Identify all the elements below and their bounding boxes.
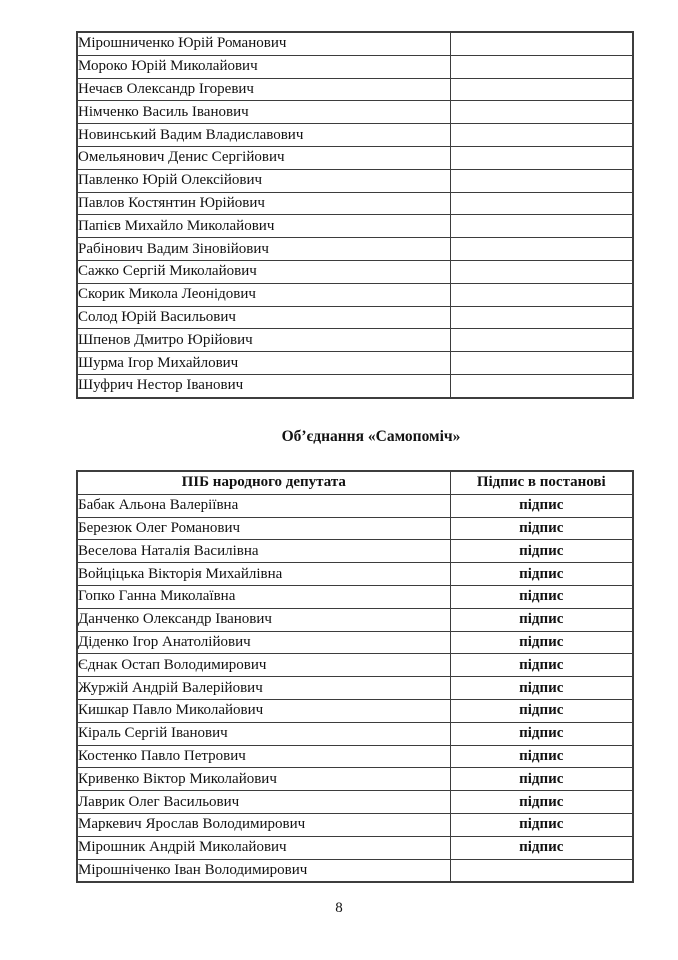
table-row — [77, 124, 633, 147]
table-row — [77, 722, 633, 745]
table-row — [77, 146, 633, 169]
deputy-name-cell: Костенко Павло Петрович — [77, 745, 450, 768]
deputy-name-cell: Данченко Олександр Іванович — [77, 608, 450, 631]
signature-cell — [450, 859, 633, 882]
page-number: 8 — [335, 900, 343, 916]
table-row — [77, 563, 633, 586]
table-row — [77, 215, 633, 238]
deputy-name-cell: Скорик Микола Леонідович — [77, 283, 450, 306]
deputy-name-cell: Діденко Ігор Анатолійович — [77, 631, 450, 654]
table-row — [77, 260, 633, 283]
deputy-name-cell: Березюк Олег Романович — [77, 517, 450, 540]
deputy-name-cell: Мірошніченко Іван Володимирович — [77, 859, 450, 882]
signature-cell — [450, 32, 633, 55]
deputies-table-continuation — [76, 31, 634, 399]
signature-cell — [450, 329, 633, 352]
deputy-name-cell: Павленко Юрій Олексійович — [77, 169, 450, 192]
deputy-name-cell: Шурма Ігор Михайлович — [77, 352, 450, 375]
deputy-name-cell: Мірошник Андрій Миколайович — [77, 836, 450, 859]
table-row — [77, 374, 633, 397]
table-row — [77, 699, 633, 722]
deputy-name-cell: Кишкар Павло Миколайович — [77, 699, 450, 722]
table-row — [77, 631, 633, 654]
table-row — [77, 352, 633, 375]
signature-cell — [450, 192, 633, 215]
deputy-name-cell: Єднак Остап Володимирович — [77, 654, 450, 677]
deputy-name-cell: Журжій Андрій Валерійович — [77, 677, 450, 700]
table-row — [77, 238, 633, 261]
deputies-table-body — [77, 32, 633, 398]
table-row — [77, 540, 633, 563]
deputy-name-cell: Маркевич Ярослав Володимирович — [77, 813, 450, 836]
signature-cell: підпис — [450, 608, 633, 631]
deputy-name-cell: Войціцька Вікторія Михайлівна — [77, 563, 450, 586]
signature-cell: підпис — [450, 791, 633, 814]
deputy-name-cell: Нечаєв Олександр Ігоревич — [77, 78, 450, 101]
table-header — [77, 471, 633, 494]
table-row — [77, 517, 633, 540]
signature-cell: підпис — [450, 768, 633, 791]
table-row — [77, 608, 633, 631]
signature-cell: підпис — [450, 677, 633, 700]
signature-cell: підпис — [450, 585, 633, 608]
deputy-name-cell: Сажко Сергій Миколайович — [77, 260, 450, 283]
table-row — [77, 677, 633, 700]
signature-cell — [450, 352, 633, 375]
samopomich-deputies-table — [76, 470, 634, 883]
signature-cell: підпис — [450, 517, 633, 540]
deputy-name-cell: Мірошниченко Юрій Романович — [77, 32, 450, 55]
samopomich-table-body — [77, 494, 633, 882]
signature-cell: підпис — [450, 540, 633, 563]
signature-cell — [450, 215, 633, 238]
signature-column-header: Підпис в постанові — [450, 471, 633, 494]
table-row — [77, 169, 633, 192]
deputy-name-cell: Солод Юрій Васильович — [77, 306, 450, 329]
signature-cell — [450, 55, 633, 78]
signature-cell — [450, 238, 633, 261]
signature-cell: підпис — [450, 494, 633, 517]
name-column-header: ПІБ народного депутата — [77, 471, 450, 494]
deputy-name-cell: Німченко Василь Іванович — [77, 101, 450, 124]
table-row — [77, 283, 633, 306]
table-row — [77, 32, 633, 55]
signature-cell — [450, 374, 633, 397]
signature-cell — [450, 124, 633, 147]
signature-cell — [450, 78, 633, 101]
table-row — [77, 768, 633, 791]
deputy-name-cell: Веселова Наталія Василівна — [77, 540, 450, 563]
signature-cell — [450, 306, 633, 329]
table-header-row — [77, 471, 633, 494]
deputy-name-cell: Павлов Костянтин Юрійович — [77, 192, 450, 215]
signature-cell: підпис — [450, 699, 633, 722]
table-row — [77, 78, 633, 101]
table-row — [77, 585, 633, 608]
signature-cell: підпис — [450, 631, 633, 654]
faction-heading: Об’єднання «Самопоміч» — [281, 428, 461, 445]
table-row — [77, 836, 633, 859]
signature-cell: підпис — [450, 745, 633, 768]
deputy-name-cell: Рабінович Вадим Зіновійович — [77, 238, 450, 261]
signature-cell: підпис — [450, 563, 633, 586]
table-row — [77, 306, 633, 329]
deputy-name-cell: Шуфрич Нестор Іванович — [77, 374, 450, 397]
deputy-name-cell: Бабак Альона Валеріївна — [77, 494, 450, 517]
table-row — [77, 745, 633, 768]
table-row — [77, 101, 633, 124]
signature-cell — [450, 101, 633, 124]
deputy-name-cell: Шпенов Дмитро Юрійович — [77, 329, 450, 352]
deputy-name-cell: Кіраль Сергій Іванович — [77, 722, 450, 745]
deputy-name-cell: Лаврик Олег Васильович — [77, 791, 450, 814]
deputy-name-cell: Омельянович Денис Сергійович — [77, 146, 450, 169]
signature-cell — [450, 283, 633, 306]
table-row — [77, 55, 633, 78]
table-row — [77, 654, 633, 677]
table-row — [77, 329, 633, 352]
signature-cell — [450, 260, 633, 283]
signature-cell: підпис — [450, 722, 633, 745]
table-row — [77, 813, 633, 836]
signature-cell: підпис — [450, 813, 633, 836]
deputy-name-cell: Кривенко Віктор Миколайович — [77, 768, 450, 791]
signature-cell — [450, 169, 633, 192]
table-row — [77, 192, 633, 215]
deputy-name-cell: Гопко Ганна Миколаївна — [77, 585, 450, 608]
deputy-name-cell: Мороко Юрій Миколайович — [77, 55, 450, 78]
table-row — [77, 859, 633, 882]
deputy-name-cell: Новинський Вадим Владиславович — [77, 124, 450, 147]
signature-cell — [450, 146, 633, 169]
table-row — [77, 494, 633, 517]
signature-cell: підпис — [450, 836, 633, 859]
signature-cell: підпис — [450, 654, 633, 677]
table-row — [77, 791, 633, 814]
deputy-name-cell: Папієв Михайло Миколайович — [77, 215, 450, 238]
